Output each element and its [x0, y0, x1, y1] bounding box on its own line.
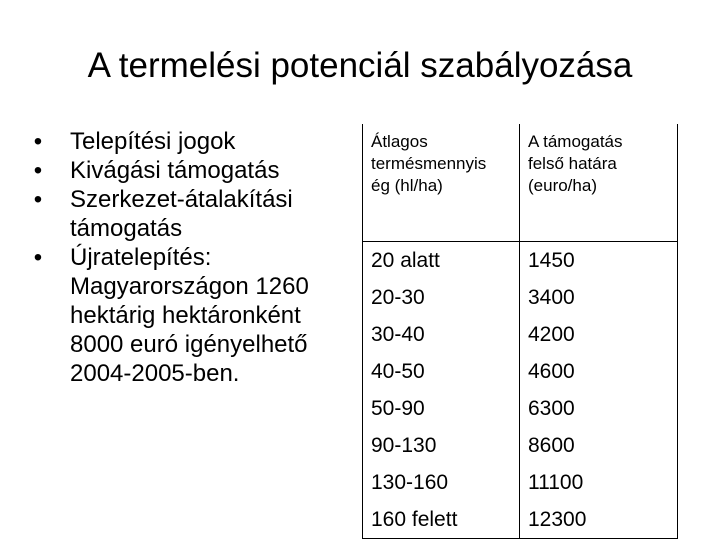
bullet-item — [28, 127, 358, 156]
bullet-text: Szerkezet-átalakítási támogatás — [70, 186, 293, 242]
header-support-limit: A támogatás felső határa (euro/ha) — [520, 124, 678, 242]
bullet-item — [28, 243, 358, 388]
limit-cell: 4200 — [520, 316, 678, 353]
bullet-item — [28, 156, 358, 185]
bullet-list — [28, 127, 358, 388]
yield-cell: 50-90 — [363, 390, 520, 427]
yield-cell: 20 alatt — [363, 242, 520, 280]
yield-cell: 130-160 — [363, 464, 520, 501]
bullet-text: Újratelepítés: Magyarországon 1260 hektárig hektáronként 8000 euró igényelhető 2004-2005-ben. — [70, 244, 309, 387]
limit-cell: 6300 — [520, 390, 678, 427]
bullet-item — [28, 185, 358, 243]
bullet-dot-icon: • — [33, 186, 43, 213]
table-row — [363, 427, 678, 464]
limit-cell: 12300 — [520, 501, 678, 539]
limit-cell: 11100 — [520, 464, 678, 501]
yield-cell: 20-30 — [363, 279, 520, 316]
table-row — [363, 390, 678, 427]
table-row — [363, 279, 678, 316]
bullet-dot-icon: • — [33, 128, 43, 155]
limit-cell: 1450 — [520, 242, 678, 280]
yield-cell: 90-130 — [363, 427, 520, 464]
table-row — [363, 316, 678, 353]
yield-cell: 30-40 — [363, 316, 520, 353]
yield-cell: 160 felett — [363, 501, 520, 539]
support-table — [362, 124, 678, 539]
table-row — [363, 242, 678, 280]
table-header-row — [363, 124, 678, 242]
header-yield: Átlagos termésmennyis ég (hl/ha) — [363, 124, 520, 242]
bullet-dot-icon: • — [33, 244, 43, 271]
bullet-text: Kivágási támogatás — [70, 157, 280, 184]
table-row — [363, 501, 678, 539]
slide-title: A termelési potenciál szabályozása — [87, 46, 633, 85]
bullet-dot-icon: • — [33, 157, 43, 184]
yield-cell: 40-50 — [363, 353, 520, 390]
bullet-text: Telepítési jogok — [70, 128, 236, 155]
limit-cell: 3400 — [520, 279, 678, 316]
table-row — [363, 353, 678, 390]
limit-cell: 8600 — [520, 427, 678, 464]
limit-cell: 4600 — [520, 353, 678, 390]
table-row — [363, 464, 678, 501]
